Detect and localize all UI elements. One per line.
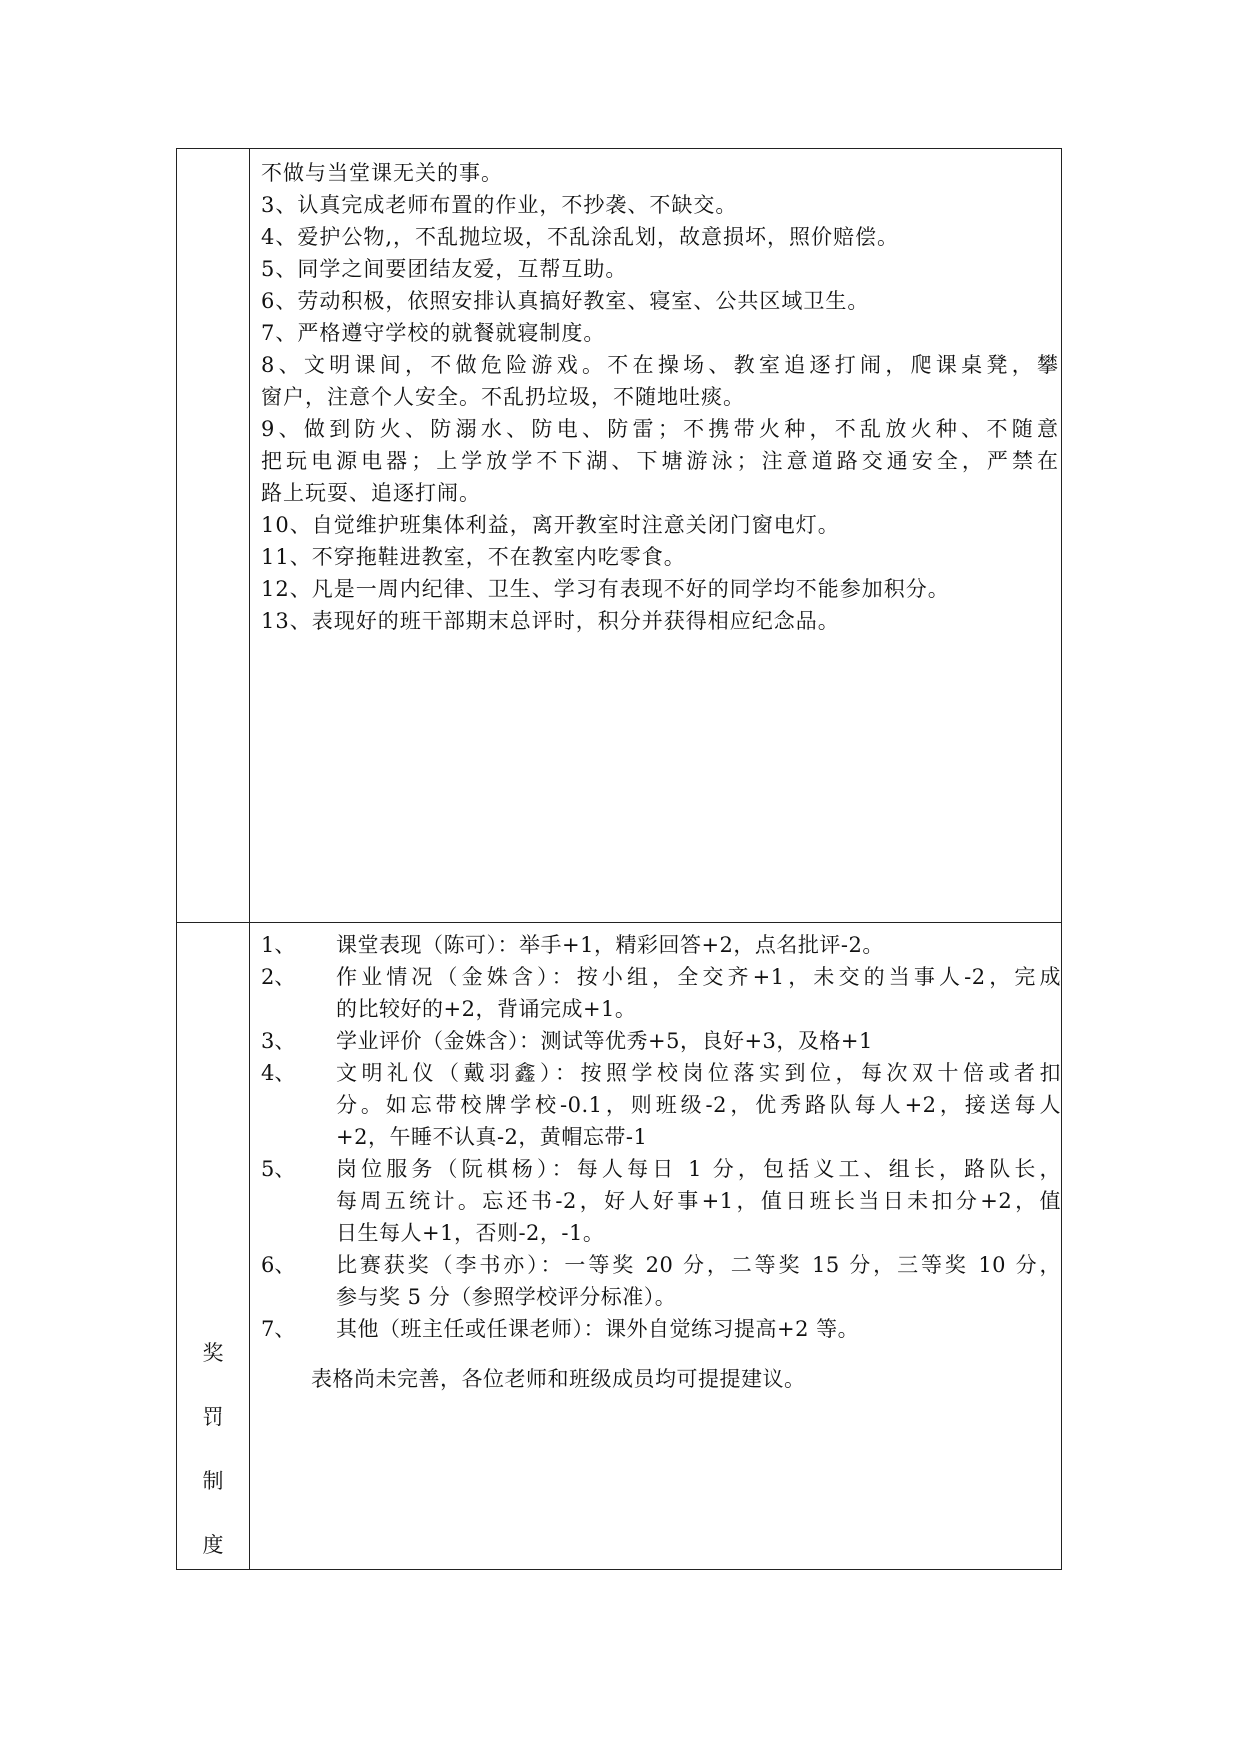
- item-line: 学业评价（金姝含）：测试等优秀+5，良好+3，及格+1: [336, 1029, 873, 1053]
- item-text: [336, 1153, 1061, 1249]
- rule-line: 7、严格遵守学校的就餐就寝制度。: [261, 321, 606, 345]
- reward-item: [261, 1057, 1061, 1153]
- rule-line: 窗户，注意个人安全。不乱扔垃圾，不随地吐痰。: [261, 385, 745, 409]
- rule-line: 3、认真完成老师布置的作业，不抄袭、不缺交。: [261, 193, 738, 217]
- item-line: +2，午睡不认真-2，黄帽忘带-1: [336, 1125, 648, 1149]
- item-number: 7、: [261, 1317, 296, 1341]
- label-char: 奖: [202, 1341, 224, 1365]
- reward-item: [261, 1025, 1061, 1057]
- rule-line: 10、自觉维护班集体利益，离开教室时注意关闭门窗电灯。: [261, 513, 840, 537]
- item-number: 3、: [261, 1029, 296, 1053]
- reward-item: [261, 1249, 1061, 1313]
- rule-line: 9、做到防火、防溺水、防电、防雷；不携带火种，不乱放火种、不随意: [261, 417, 1059, 441]
- rule-line: 11、不穿拖鞋进教室，不在教室内吃零食。: [261, 545, 686, 569]
- reward-item: [261, 929, 1061, 961]
- item-line: 作业情况（金姝含）：按小组，全交齐+1，未交的当事人-2，完成: [336, 965, 1061, 989]
- item-number: 2、: [261, 965, 296, 989]
- label-char: 罚: [202, 1405, 224, 1429]
- item-number: 1、: [261, 933, 296, 957]
- item-line: 日生每人+1，否则-2，-1。: [336, 1221, 605, 1245]
- item-number: 5、: [261, 1157, 296, 1181]
- rule-line: 12、凡是一周内纪律、卫生、学习有表现不好的同学均不能参加积分。: [261, 577, 950, 601]
- item-line: 参与奖 5 分（参照学校评分标准）。: [336, 1285, 677, 1309]
- item-line: 文明礼仪（戴羽鑫）：按照学校岗位落实到位，每次双十倍或者扣: [336, 1061, 1061, 1085]
- item-line: 每周五统计。忘还书-2，好人好事+1，值日班长当日未扣分+2，值: [336, 1189, 1061, 1213]
- rule-line: 4、爱护公物,，不乱抛垃圾，不乱涂乱划，故意损坏，照价赔偿。: [261, 225, 900, 249]
- label-char: 度: [202, 1533, 224, 1557]
- item-text: [336, 1313, 1061, 1345]
- reward-item: [261, 961, 1061, 1025]
- reward-punishment-cell: [261, 929, 1061, 1395]
- item-line: 的比较好的+2，背诵完成+1。: [336, 997, 637, 1021]
- label-char: 制: [202, 1469, 224, 1493]
- reward-item: [261, 1153, 1061, 1249]
- item-line: 岗位服务（阮棋杨）：每人每日 1 分，包括义工、组长，路队长，: [336, 1157, 1061, 1181]
- item-line: 比赛获奖（李书亦）：一等奖 20 分，二等奖 15 分，三等奖 10 分，: [336, 1253, 1061, 1277]
- column-divider: [249, 149, 250, 1569]
- rule-line: 不做与当堂课无关的事。: [261, 161, 503, 185]
- item-number: 6、: [261, 1253, 296, 1277]
- reward-punishment-label: [177, 1321, 249, 1577]
- item-line: 分。如忘带校牌学校-0.1，则班级-2，优秀路队每人+2，接送每人: [336, 1093, 1061, 1117]
- rule-line: 5、同学之间要团结友爱，互帮互助。: [261, 257, 628, 281]
- item-text: [336, 1249, 1061, 1313]
- item-line: 课堂表现（陈可）：举手+1，精彩回答+2，点名批评-2。: [336, 933, 884, 957]
- rule-line: 13、表现好的班干部期末总评时，积分并获得相应纪念品。: [261, 609, 840, 633]
- rule-line: 把玩电源电器；上学放学不下湖、下塘游泳；注意道路交通安全，严禁在: [261, 449, 1059, 473]
- rule-line: 8、文明课间，不做危险游戏。不在操场、教室追逐打闹，爬课桌凳，攀: [261, 353, 1059, 377]
- class-rules-cell: [261, 157, 1059, 637]
- item-number: 4、: [261, 1061, 296, 1085]
- item-text: [336, 1025, 1061, 1057]
- item-text: [336, 929, 1061, 961]
- rule-line: 路上玩耍、追逐打闹。: [261, 481, 481, 505]
- item-line: 其他（班主任或任课老师）：课外自觉练习提高+2 等。: [336, 1317, 860, 1341]
- row-divider: [177, 922, 1061, 923]
- reward-item: [261, 1313, 1061, 1345]
- rule-line: 6、劳动积极，依照安排认真搞好教室、寝室、公共区域卫生。: [261, 289, 870, 313]
- rules-table: [176, 148, 1062, 1570]
- suggestion-note: 表格尚未完善，各位老师和班级成员均可提提建议。: [311, 1367, 806, 1391]
- item-text: [336, 1057, 1061, 1153]
- item-text: [336, 961, 1061, 1025]
